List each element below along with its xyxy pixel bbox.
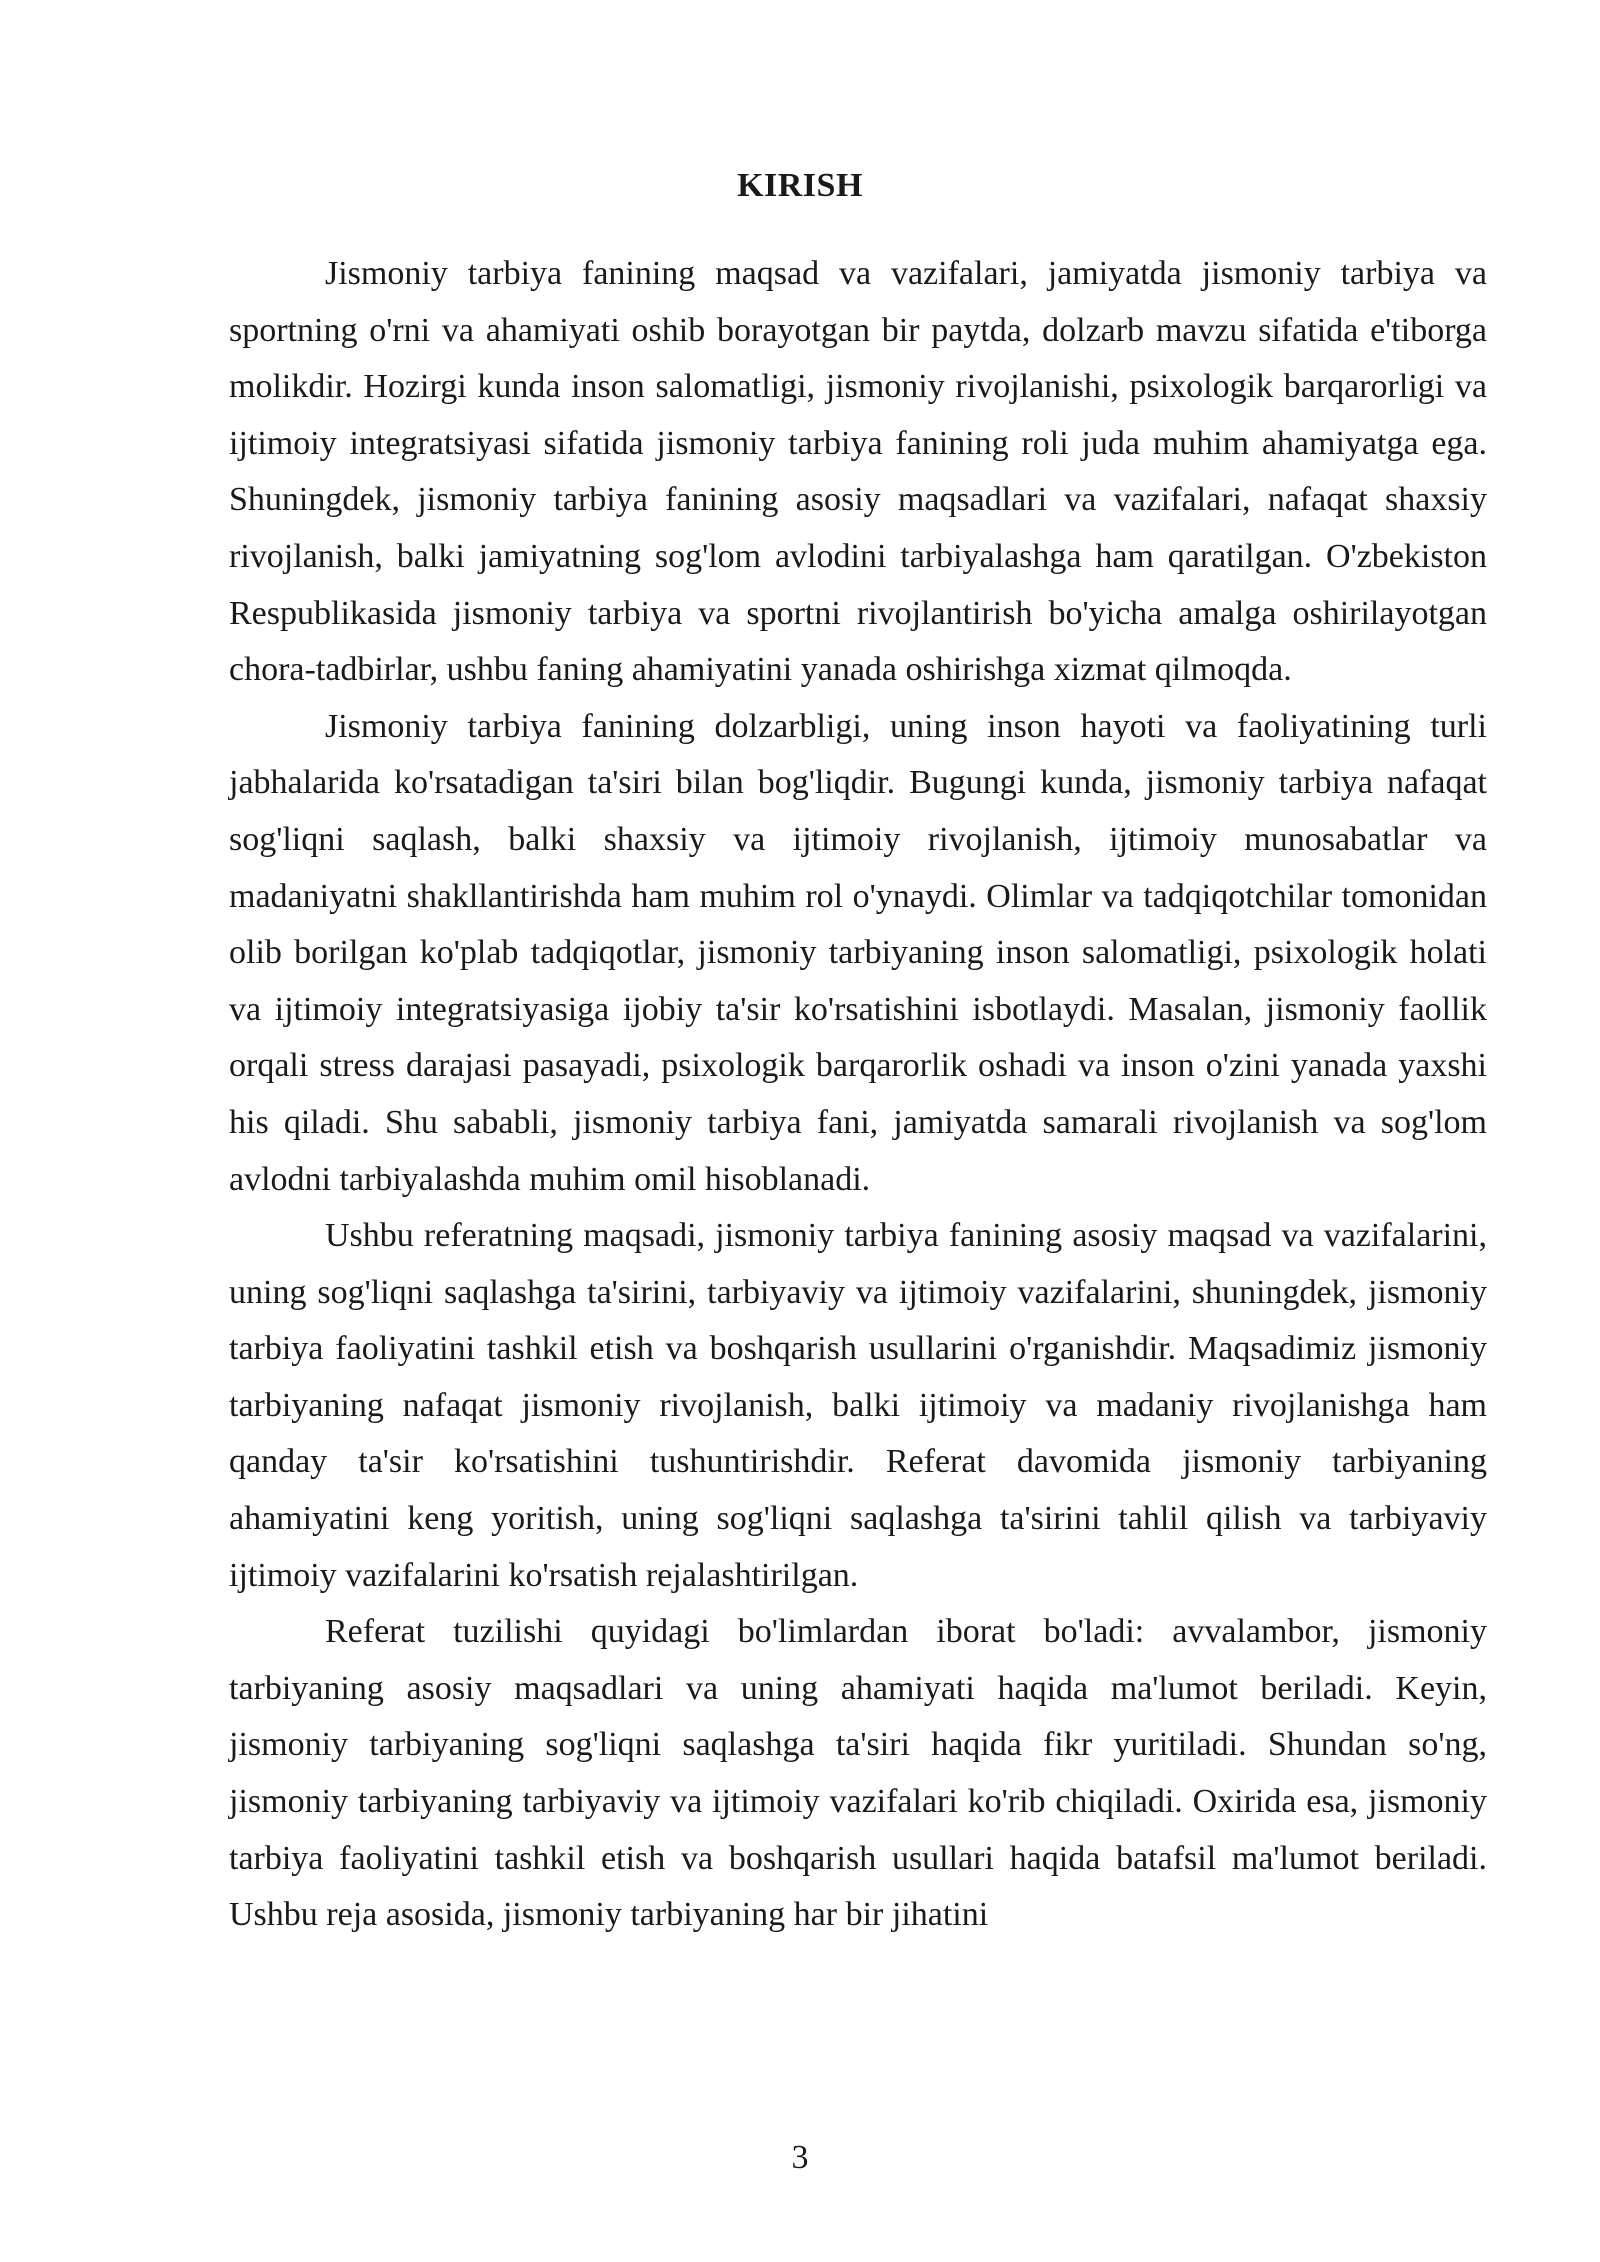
paragraph-4: Referat tuzilishi quyidagi bo'limlardan iborat bo'ladi: avvalambor, jismoniy tarbiyaning asosiy maqsadlari va uning ahamiyati haqida ma'lumot beriladi. Keyin, jismoniy tarbiyaning sog'liqni saqlashga ta'siri haqida fikr yuritiladi. Shundan so'ng, jismoniy tarbiyaning tarbiyaviy va ijtimoiy vazifalari ko'rib chiqiladi. Oxirida esa, jismoniy tarbiya faoliyatini tashkil etish va boshqarish usullari haqida batafsil ma'lumot beriladi. Ushbu reja asosida, jismoniy tarbiyaning har bir jihatini [229, 1613, 1487, 1934]
page-heading: KIRISH [737, 167, 863, 204]
paragraph-1: Jismoniy tarbiya fanining maqsad va vazifalari, jamiyatda jismoniy tarbiya va sportning o'rni va ahamiyati oshib borayotgan bir paytda, dolzarb mavzu sifatida e'tiborga molikdir. Hozirgi kunda inson salomatligi, jismoniy rivojlanishi, psixologik barqarorligi va ijtimoiy integratsiyasi sifatida jismoniy tarbiya fanining roli juda muhim ahamiyatga ega. Shuningdek, jismoniy tarbiya fanining asosiy maqsadlari va vazifalari, nafaqat shaxsiy rivojlanish, balki jamiyatning sog'lom avlodini tarbiyalashga ham qaratilgan. O'zbekiston Respublikasida jismoniy tarbiya va sportni rivojlantirish bo'yicha amalga oshirilayotgan chora-tadbirlar, ushbu faning ahamiyatini yanada oshirishga xizmat qilmoqda. [229, 255, 1487, 689]
page-number: 3 [791, 2139, 809, 2176]
paragraph-3: Ushbu referatning maqsadi, jismoniy tarbiya fanining asosiy maqsad va vazifalarini, uning sog'liqni saqlashga ta'sirini, tarbiyaviy va ijtimoiy vazifalarini, shuningdek, jismoniy tarbiya faoliyatini tashkil etish va boshqarish usullarini o'rganishdir. Maqsadimiz jismoniy tarbiyaning nafaqat jismoniy rivojlanish, balki ijtimoiy va madaniy rivojlanishga ham qanday ta'sir ko'rsatishini tushuntirishdir. Referat davomida jismoniy tarbiyaning ahamiyatini keng yoritish, uning sog'liqni saqlashga ta'sirini tahlil qilish va tarbiyaviy ijtimoiy vazifalarini ko'rsatish rejalashtirilgan. [229, 1217, 1487, 1594]
paragraph-2: Jismoniy tarbiya fanining dolzarbligi, uning inson hayoti va faoliyatining turli jabhalarida ko'rsatadigan ta'siri bilan bog'liqdir. Bugungi kunda, jismoniy tarbiya nafaqat sog'liqni saqlash, balki shaxsiy va ijtimoiy rivojlanish, ijtimoiy munosabatlar va madaniyatni shakllantirishda ham muhim rol o'ynaydi. Olimlar va tadqiqotchilar tomonidan olib borilgan ko'plab tadqiqotlar, jismoniy tarbiyaning inson salomatligi, psixologik holati va ijtimoiy integratsiyasiga ijobiy ta'sir ko'rsatishini isbotlaydi. Masalan, jismoniy faollik orqali stress darajasi pasayadi, psixologik barqarorlik oshadi va inson o'zini yanada yaxshi his qiladi. Shu sababli, jismoniy tarbiya fani, jamiyatda samarali rivojlanish va sog'lom avlodni tarbiyalashda muhim omil hisoblanadi. [229, 707, 1487, 1198]
body-text [229, 246, 1487, 1944]
